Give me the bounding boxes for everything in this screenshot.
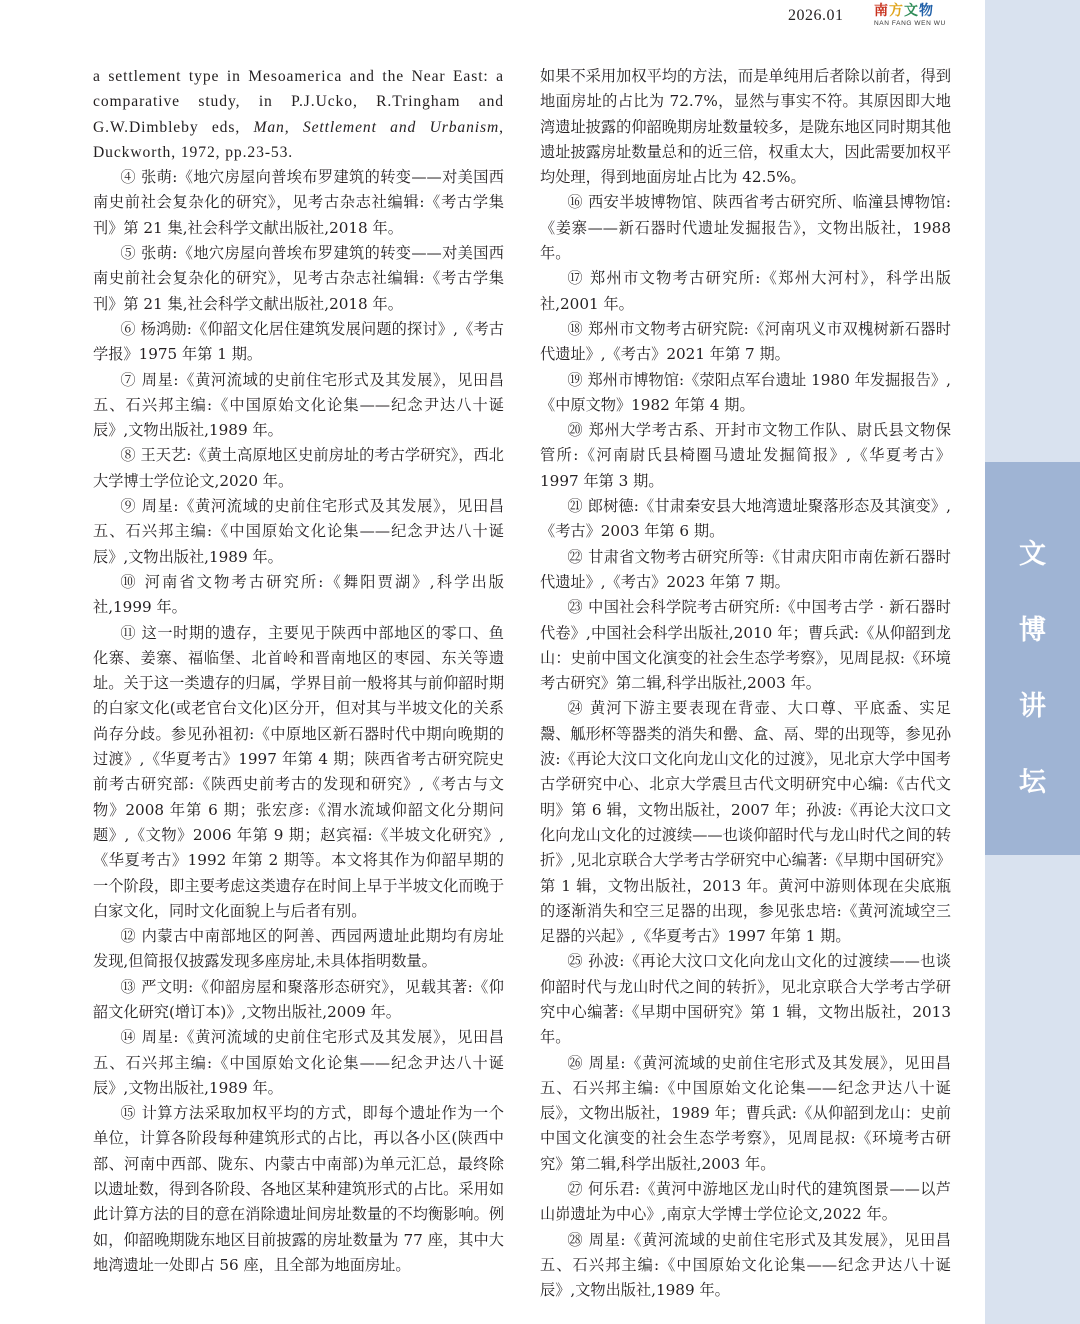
footnote: ㉘ 周星:《黄河流域的史前住宅形式及其发展》，见田昌五、石兴邦主编:《中国原始文化论集——纪念尹达八十诞辰》,文物出版社,1989 年。 (540, 1230, 951, 1300)
issue-number: 2026.01 (788, 7, 844, 24)
footnote: ⑫ 内蒙古中南部地区的阿善、西园两遗址此期均有房址发现,但简报仅披露发现多座房址,未具体指明数量。 (93, 927, 504, 971)
section-title-char: 讲 (1019, 691, 1046, 722)
footnote: ⑬ 严文明:《仰韶房屋和聚落形态研究》，见载其著:《仰韶文化研究(增订本)》,文物出版社,2009 年。 (93, 977, 504, 1021)
logo-chinese: 南方文物 (874, 3, 934, 19)
page-header (0, 0, 985, 36)
footnote: ⑩ 河南省文物考古研究所:《舞阳贾湖》,科学出版社,1999 年。 (93, 572, 504, 617)
footnote: ㉓ 中国社会科学院考古研究所:《中国考古学 · 新石器时代卷》,中国社会科学出版社,2010 年；曹兵武:《从仰韶到龙山：史前中国文化演变的社会生态学考察》，见周昆叔:《环境考古研究》第二辑,科学出版社,2003 年。 (540, 598, 951, 693)
footnote: ⑨ 周星:《黄河流域的史前住宅形式及其发展》，见田昌五、石兴邦主编:《中国原始文化论集——纪念尹达八十诞辰》,文物出版社,1989 年。 (93, 497, 504, 566)
left-column (93, 64, 504, 1278)
section-tab (985, 462, 1080, 855)
footnote: ⑧ 王天艺:《黄土高原地区史前房址的考古学研究》，西北大学博士学位论文,2020 年。 (93, 446, 504, 490)
footnote: ⑭ 周星:《黄河流域的史前住宅形式及其发展》，见田昌五、石兴邦主编:《中国原始文化论集——纪念尹达八十诞辰》,文物出版社,1989 年。 (93, 1028, 504, 1097)
footnote: ⑥ 杨鸿勋:《仰韶文化居住建筑发展问题的探讨》,《考古学报》1975 年第 1 期。 (93, 319, 504, 364)
journal-logo (874, 3, 954, 31)
footnote: ㉑ 郎树德:《甘肃秦安县大地湾遗址聚落形态及其演变》,《考古》2003 年第 6 期。 (540, 497, 951, 541)
footnote: ⑰ 郑州市文物考古研究所:《郑州大河村》，科学出版社,2001 年。 (540, 269, 951, 313)
footnote: ⑤ 张萌:《地穴房屋向普埃布罗建筑的转变——对美国西南史前社会复杂化的研究》，见考古杂志社编辑:《考古学集刊》第 21 集,社会科学文献出版社,2018 年。 (93, 244, 504, 313)
footnote: ⑮ 计算方法采取加权平均的方式，即每个遗址作为一个单位，计算各阶段每种建筑形式的占比，再以各小区(陕西中部、河南中西部、陇东、内蒙古中南部)为单元汇总，最终除以遗址数，得到各阶段、各地区某种建筑形式的占比。采用如此计算方法的目的意在消除遗址间房址数量的不均衡影响。例如，仰韶晚期陇东地区目前披露的房址数量为 77 座，其中大地湾遗址一处即占 56 座，且全部为地面房址。 (93, 1104, 504, 1274)
footnote: ㉒ 甘肃省文物考古研究所等:《甘肃庆阳市南佐新石器时代遗址》,《考古》2023 年第 7 期。 (540, 547, 951, 591)
english-reference: a settlement type in Mesoamerica and the Near East: a comparative study, in P.J.Ucko, R.Tringham and G.W.Dimbleby eds, Man, Settlement and Urbanism, Duckworth, 1972, pp.23-53. (93, 68, 504, 161)
footnote: ⑯ 西安半坡博物馆、陕西省考古研究所、临潼县博物馆:《姜寨——新石器时代遗址发掘报告》，文物出版社，1988 年。 (540, 193, 951, 263)
footnote-continuation: 如果不采用加权平均的方法，而是单纯用后者除以前者，得到地面房址的占比为 72.7%，显然与事实不符。其原因即大地湾遗址披露的仰韶晚期房址数量较多，是陇东地区同时期其他遗址披露房址数量总和的近三倍，权重太大，因此需要加权平均处理，得到地面房址占比为 42.5%。 (540, 67, 951, 187)
section-title-char: 博 (1019, 615, 1046, 646)
footnote: ㉗ 何乐君:《黄河中游地区龙山时代的建筑图景——以芦山峁遗址为中心》,南京大学博士学位论文,2022 年。 (540, 1180, 951, 1224)
logo-pinyin: NAN FANG WEN WU (874, 20, 946, 27)
footnote: ④ 张萌:《地穴房屋向普埃布罗建筑的转变——对美国西南史前社会复杂化的研究》，见考古杂志社编辑:《考古学集刊》第 21 集,社会科学文献出版社,2018 年。 (93, 168, 504, 237)
footnote: ⑱ 郑州市文物考古研究院:《河南巩义市双槐树新石器时代遗址》,《考古》2021 年第 7 期。 (540, 319, 951, 364)
right-column (540, 64, 951, 1304)
footnote: ⑪ 这一时期的遗存，主要见于陕西中部地区的零口、鱼化寨、姜寨、福临堡、北首岭和晋南地区的枣园、东关等遗址。关于这一类遗存的归属，学界目前一般将其与前仰韶时期的白家文化(或老官台文化)区分开，但对其与半坡文化的关系尚存分歧。参见孙祖初:《中原地区新石器时代中期向晚期的过渡》,《华夏考古》1997 年第 4 期；陕西省考古研究院史前考古研究部:《陕西史前考古的发现和研究》,《考古与文物》2008 年第 6 期；张宏彦:《渭水流域仰韶文化分期问题》,《文物》2006 年第 9 期；赵宾福:《半坡文化研究》,《华夏考古》1992 年第 2 期等。本文将其作为仰韶早期的一个阶段，即主要考虑这类遗存在时间上早于半坡文化而晚于白家文化，同时文化面貌上与后者有别。 (93, 623, 504, 920)
footnote: ⑳ 郑州大学考古系、开封市文物工作队、尉氏县文物保管所:《河南尉氏县椅圈马遗址发掘简报》,《华夏考古》1997 年第 3 期。 (540, 421, 951, 490)
footnote: ⑦ 周星:《黄河流域的史前住宅形式及其发展》，见田昌五、石兴邦主编:《中国原始文化论集——纪念尹达八十诞辰》,文物出版社,1989 年。 (93, 370, 504, 440)
footnote: ㉕ 孙波:《再论大汶口文化向龙山文化的过渡续——也谈仰韶时代与龙山时代之间的转折》，见北京联合大学考古学研究中心编著:《早期中国研究》第 1 辑，文物出版社，2013 年。 (540, 952, 951, 1047)
section-title-char: 文 (1019, 539, 1046, 570)
footnote: ㉔ 黄河下游主要表现在背壶、大口尊、平底盉、实足鬶、觚形杯等器类的消失和罍、盒、鬲、斝的出现等，参见孙波:《再论大汶口文化向龙山文化的过渡》，见北京大学中国考古学研究中心、北京大学震旦古代文明研究中心编:《古代文明》第 6 辑，文物出版社，2007 年；孙波:《再论大汶口文化向龙山文化的过渡续——也谈仰韶时代与龙山时代之间的转折》,见北京联合大学考古学研究中心编著:《早期中国研究》第 1 辑，文物出版社，2013 年。黄河中游则体现在尖底瓶的逐渐消失和空三足器的出现，参见张忠培:《黄河流域空三足器的兴起》,《华夏考古》1997 年第 1 期。 (540, 699, 951, 946)
book-title: Man, Settlement and Urbanism (253, 118, 500, 136)
footnote: ㉖ 周星:《黄河流域的史前住宅形式及其发展》，见田昌五、石兴邦主编:《中国原始文化论集——纪念尹达八十诞辰》，文物出版社，1989 年；曹兵武:《从仰韶到龙山：史前中国文化演变的社会生态学考察》，见周昆叔:《环境考古研究》第二辑,科学出版社,2003 年。 (540, 1053, 951, 1173)
section-title-char: 坛 (1019, 767, 1046, 798)
section-title (985, 532, 1080, 836)
footnote: ⑲ 郑州市博物馆:《荥阳点军台遗址 1980 年发掘报告》,《中原文物》1982 年第 4 期。 (540, 370, 951, 414)
